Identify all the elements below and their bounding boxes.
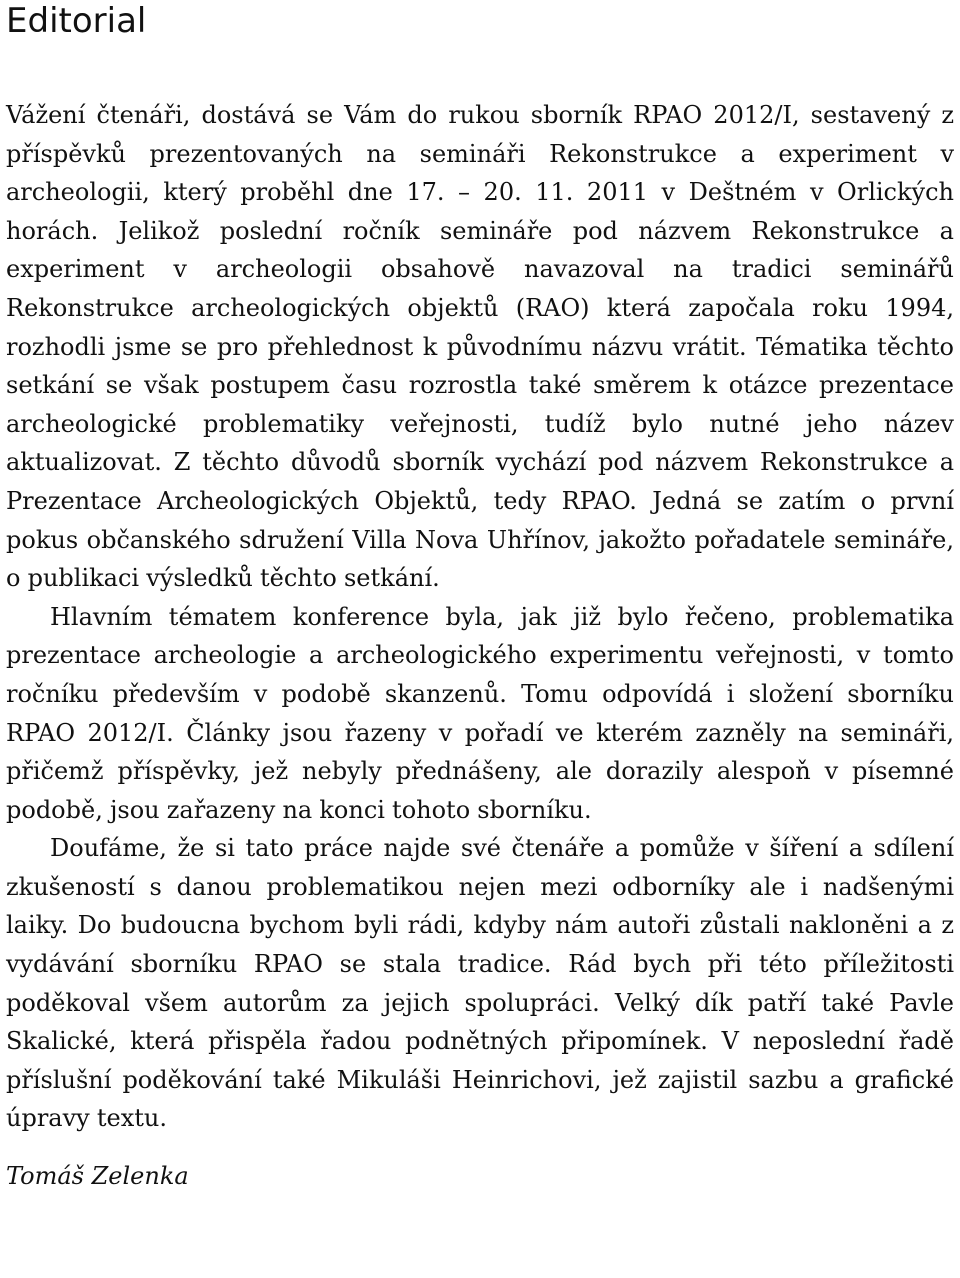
paragraph-thanks: Doufáme, že si tato práce najde své čtenáře a pomůže v šíření a sdílení zkušeností s danou problematikou nejen mezi odborníky ale i nadšenými laiky. Do budoucna bychom byli rádi, kdyby nám autoři zůstali nakloněni a z vydávání sborníku RPAO se stala tradice. Rád bych při této příležitosti poděkoval všem autorům za jejich spolupráci. Velký dík patří také Pavle Skalické, která přispěla řadou podnětných připomínek. V neposlední řadě příslušní poděkování také Mikuláši Heinrichovi, jež zajistil sazbu a grafické úpravy textu. bbox=[6, 834, 954, 1133]
paragraph-topic: Hlavním tématem konference byla, jak již bylo řečeno, problematika prezentace archeologie a archeologického experimentu veřejnosti, v tomto ročníku především v podobě skanzenů. Tomu odpovídá i složení sborníku RPAO 2012/I. Články jsou řazeny v pořadí ve kterém zazněly na semináři, přičemž příspěvky, jež nebyly přednášeny, ale dorazily alespoň v písemné podobě, jsou zařazeny na konci tohoto sborníku. bbox=[6, 602, 954, 824]
page-title: Editorial bbox=[6, 1, 147, 41]
article-body bbox=[6, 96, 954, 1138]
author-signature: Tomáš Zelenka bbox=[6, 1162, 189, 1191]
paragraph-intro: Vážení čtenáři, dostává se Vám do rukou sborník RPAO 2012/I, sestavený z příspěvků prezentovaných na semináři Rekonstrukce a experiment v archeologii, který proběhl dne 17. – 20. 11. 2011 v Deštném v Orlických horách. Jelikož poslední ročník semináře pod názvem Rekonstrukce a experiment v archeologii obsahově navazoval na tradici seminářů Rekonstrukce archeologických objektů (RAO) která započala roku 1994, rozhodli jsme se pro přehlednost k původnímu názvu vrátit. Tématika těchto setkání se však postupem času rozrostla také směrem k otázce prezentace archeologické problematiky veřejnosti, tudíž bylo nutné jeho název aktualizovat. Z těchto důvodů sborník vychází pod názvem Rekonstrukce a Prezentace Archeologických Objektů, tedy RPAO. Jedná se zatím o první pokus občanského sdružení Villa Nova Uhřínov, jakožto pořadatele semináře, o publikaci výsledků těchto setkání. bbox=[6, 101, 954, 593]
